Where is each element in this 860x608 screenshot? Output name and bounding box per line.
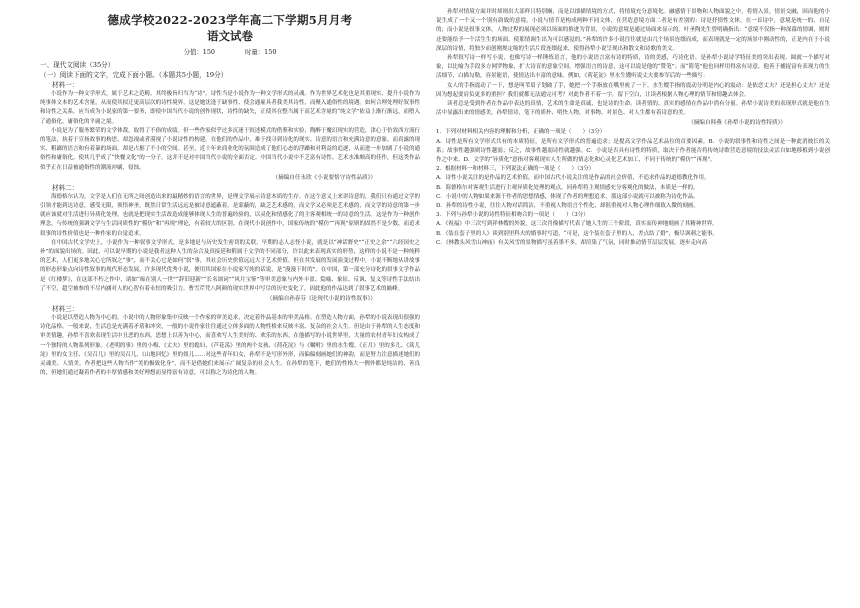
answer-option: C．《林教头风雪山神庙》有关风雪的景物描写虽着墨不多，却渲染了气氛，同时推动情节层层发展，逐步走向高 xyxy=(436,239,707,246)
paragraph: 海德格尔认为，文学是人们在无所之间创造出来的最精妙的语言的世界，是理文学展示诗意本质的生存。在这个意义上来讲诗意的，我们只有通过文学的引领才能到达诗意，感受无限，领悟神圣。既然日常生活远远是被诗意遮蔽着，是蒙蔽的，缺乏艺术感的，而文学又必须是艺术感的，而文学的诗意的第一步就应该就对生活进行异质化处理，也就是把现实生活改造成能够体现人生的普遍经验的，以灵化和情感化了的主客观相统一的诗意的生活。这是作为一种创作理念，与传统的强调文学与生活同质性的“模仿”和“再现”理论，有着较大的区别。在现代小说创作中，国家传统的“模仿”“再现”原则的固然不是少数，而追求叙事的诗性价值也是一种作家的自觉追求。 xyxy=(40,193,420,237)
paragraph: 女人的手指震动了一下，想是叫苇眉子划破了手，她把一个手指放在嘴里吮了一下。水生嫂手指的震动分明是内心的震动：是依恋丈夫？还是担心丈夫？还是因为想起要肩负更多的重担？我们就都无法通完可考？对此作者不着一字，留下空白，让读者根据人物心理的情节和情趣去体会。 xyxy=(436,82,830,98)
answer-options: A．诗性是所有文学形式共有的本质特征，是所有文学形式的普遍追求；是提高文学作品艺术品位的首要因素。B．小说的叙事性和诗性之间是一种此消彼长的关系；故事性越强则诗性越弱；反之，故事性越弱诗性就越强。C．小说是否具有诗性的特质，取决于作者能否将传统诗歌营造意境的技法灵活自如地移植到小说创作之中来。D．文学的“异质化”意指对客观现实人生所做的情志化和心灵化艺术加工，不同于传统的“模仿”“再现”。 xyxy=(436,138,830,164)
question-stem: 1．下列对材料相关内容的理解和分析，正确的一项是（ ）（3分） xyxy=(436,129,606,136)
paragraph: 在中国古代文学史上，小说作为一种叙事文学形式，是多地是与历史发生密切的关联。早期的志人志怪小说，就是以“神话野史”“正史之余”“六经国史之补”的面貌出场的。因此，可以说早期的小说是我者这种人生的杂合及真接延和附属于文学的不同部分，许以此来表现真实的形势，这样的小说不是一种纯粹的艺术，人们更多地关心它所叙之“事”，而不关心它是如何“叙”事，其社会历史价值远远大于艺术价值。但在其发展的发展演变过程中，小说不断地从讲故事的形态形象点向诗性叙事的现代形态发展。许多现代优秀小说，便用其国家在小说家写纯的话说，是“漫漫下时的”。在中国，第一部充分诗化的叙事文学作品是《红楼梦》，在这部不朽之作中，诸如“痴在别人一世”“辞旧迎新”“长名颂词”“风月宝鉴”等审美意象与内外丰盈、隐喻、象征、反讽、复义等诗性手法结出了不空，超空被参的不尽内涵对人的心智有着永恒的吸引力。曹雪芹凭八阿颜的现实世界中写尽的历史变化了，因此他的作品达到了叙事艺术的巅峰。 xyxy=(40,239,420,292)
answer-option: B．《装在套子里的人》谈到别里科夫的婚事时写道，“可是，这个装在套子里的人，差点结了婚”，极尽讽刺之能事。 xyxy=(436,230,718,237)
paragraph: 小说作为一种文学形式，属于艺术之范畴，其终极旨归当为“诗”。诗性当是小说作为一种文学形式的灵魂。作为世界艺术化也是其重现实、提升小说作为纯事体文本的艺术含量，从而使其拟迁更高层次的诗性境界，这是她沈逢于缺事性、使会通雇具者我美其诗性，而聚入通俗性的境遇。如何合理处理好叙事性和诗性之关系，应当成为小说家的第一要务，即使中国当代小说的创作现状，诗性的缺失，正使其在整当属于高艺术含量的“纯文学”依益上渐行渐远，而堕入了通俗化、庸俗化的平庸之境。 xyxy=(40,91,420,125)
right-column xyxy=(436,0,830,248)
material-label: 材料三： xyxy=(52,305,79,314)
question-stem: 2．根据材料一和材料三，下列说法正确的一项是（ ）（3分） xyxy=(436,166,595,173)
material-label: 材料一： xyxy=(52,81,79,89)
paragraph: 读者总是受到作者在作品中表达的真情，艺术的生命是真诚，也是诗的生命。读者情的、真实的感情在作品中尚有分量。孙犁小说诗美的表现形式就是他在生活中显露出来的情感美，孙犁情诗，笔下的质朴、明快人物，对事物、对景色、对人生都有着诗意的美。 xyxy=(436,101,830,117)
material-label: 材料二： xyxy=(52,183,79,192)
source-citation: （摘编自韩燕《孙犁小说的诗性特质》） xyxy=(688,120,786,127)
score-label: 分值：150 xyxy=(183,48,215,56)
exam-meta xyxy=(40,46,420,58)
question-stem: 3．下列与孙犁小说的诗性特征相吻合的一项是（ ）（3分） xyxy=(436,212,589,219)
paragraph: 孙犁对情境方面并时却则出大部样且特别娴，而是以细描情境的方式，将情境充分意境化。融感情于景物和人物面貌之中，将情入景，情景交融，因而他的小说生成了一个又一个别有韵致的意境。小说与情节是构成两种不同文体，在营造意境方面二者是有差别的：诗是抒情性文体，在一首诗中，意境是统一的、自足的；而小说是叙事文体，人物过程的展现必须以场面的推进为背景，小说的意境是通过场面来显示的。叶圣陶先生曾明确指出：“意境不仅指一种深幕的情调，则时还要能给予一个活生生的场面，使那情调生出为可以感觉的。”孙犁的许多小说往往就是由几个场景连缀而成，而表现就是一定的场景中刚动性的，正是内在于小说深层的诗情，将独少而创刚规定缩的生活片段连缀起来，使得孙犁小说呈现出和散文和诗歌的美文。 xyxy=(436,9,830,52)
section-heading: 一、现代文阅读（35分） xyxy=(40,61,115,69)
paragraph: 孙犁叙写诗一样写小说，也像写诗一样锤炼语言，他的小说语言富有诗的特质，诗的美感，巧诗化语。是孙犁小说诗学特征美的突出表现。圆就一个描写对象，以比喻为手段多方网罗物象，扩大诗育的意象空间，增强语言的诗意，这可以说是他的“赞笔”；而“简笔”他也同样用得富有诗意，他善于捕捉富有表现力的生活细节，白描勾勒，容景能语，使情达出丰富的意味。例如，《荷花淀》里水生嫂听说丈夫要参军后的一些描写： xyxy=(436,55,830,80)
source-citation: （摘编自任永欣《小说要恪守诗性品质》） xyxy=(272,174,376,181)
section-subheading: （一）阅读下面的文字，完成下面小题。（本题共5小题，19分） xyxy=(40,71,228,79)
time-label: 时量：150 xyxy=(245,48,277,56)
paragraph: 小说是以塑造人物为中心的。小说中的人物形象集中反映一个作家的审美追求，决定着作品基本的审美品格。在塑造人物方面，孙犁的小说表现出很强的诗化品格。一般来说，生活总是充满着矛盾和冲突，一般的小说作家往往通过立体多面的人物性格来反映丰富、复杂的社会人生。但是由于孙犁的人生态度和审美情趣，孙犁不喜欢表现生活中丑恶的东西，思想上以善为中心，而喜欢写人生美好的、欢乐的东西。在他描写的小说世界里，大量的农村青年妇女构成了一个独特的人物系列形象。《老明的事》里的小梅、《丈夫》里的媳妇、《芦花荡》里的两个女孩、《荷花淀》与《嘱咐》里的水生嫂、《正月》里的多儿、《蒿儿淀》里的女主任、《吴召儿》里的吴召儿、《山地回忆》里的妞儿……对这些青年妇女，孙犁不是写形外形，而偏偏刻画她们的神韵，而是努力注意描述她们的灵魂美、人情美。作者把这些人物当作“美的极致化身”，而不是借她们来展示广阔复杂的社会人生。在孙犁的笔下，她们的性格大一例外都是纯洁的、善良的，但她们通过凝着作者的丰厚情感和美好理想而显得富有诗意，可以称之为诗化的人物。 xyxy=(40,315,420,377)
answer-option: B．海德格尔对客观生活进行主观异质化处理的观点，同孙犁将主观情感充分客观化的做法，本质是一样的。 xyxy=(436,184,699,191)
answer-option: A．《祝福》中三次写到祥林嫂的外貌，这三次肖像描写代表了她人生的三个阶段，真实而传神地刻画了其精神世界。 xyxy=(436,221,718,228)
answer-option: A．诗性小说关注的是作品的艺术价值，而中国古代小说关注的是作品的社会价值，不追求作品的道德教化作用。 xyxy=(436,175,710,182)
answer-option: D．孙犁的诗性小说，往往人物对话简洁，不重视人物语言个性化，却很重视对人物心理作细致入微的刻画。 xyxy=(436,203,699,210)
exam-title: 德成学校2022-2023学年高二下学期5月月考 xyxy=(107,13,353,27)
answer-option: C．小说中的人物如果来源于作者的思想情感，体现了作者的理想追求，那这部小说就可以被称为诗化作品。 xyxy=(436,193,699,200)
source-citation: （摘编自孙春芬《论现代小说的诗性叙事》） xyxy=(266,296,376,303)
exam-subtitle: 语文试卷 xyxy=(207,29,253,43)
paragraph: 小说是为了服务繁荣的文学体裁，取得了不俗的成绩。但一些作家似乎过多沉迷于叙述模式的借鉴和实验，陶醉于魔幻现实的营造，津心于仿效西方流行的笔法，执着于宣扬故事的构思，却忽视或者漠视了小说诗性的构建。在他们的作品中，难于找寻到诗化的现实、诗意的语言和充满诗意的意象，而真露的现实、粗鄙的语言和有着暴的场面，却是占据了不小的空间。甚至，近十年来商业化的氛围造成了他们心态的浮躁和对利益的追逐，从而进一步加剧了小说的通俗性和庸俗化，使其几乎成了“快餐文化”的一分子。这并不是对中国当代小说的全面否定。中国当代小说中不乏富有诗性、艺术水准颇高的佳作，但这类作品似乎正在日益被通俗性的潮流冲刷、侵蚀。 xyxy=(40,127,420,171)
left-column xyxy=(40,0,420,378)
